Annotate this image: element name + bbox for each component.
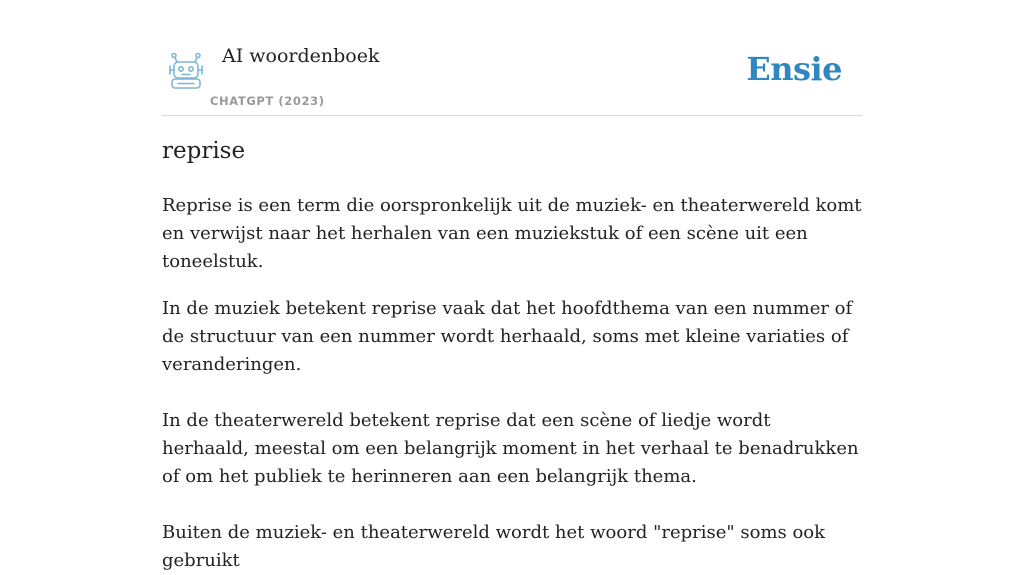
definition-paragraph: Buiten de muziek- en theaterwereld wordt het woord "reprise" soms ook gebruikt: [162, 522, 826, 571]
entry-definition: [162, 192, 862, 575]
brand-logo-link[interactable]: Ensie: [746, 50, 842, 88]
entry-term: reprise: [162, 138, 246, 164]
source-header: [162, 0, 862, 116]
definition-paragraph: In de theaterwereld betekent reprise dat een scène of liedje wordt herhaald, meestal om een belangrijk moment in het verhaal te benadrukken of om het publiek te herinneren aan een belangrijk thema.: [162, 410, 859, 487]
content-container: [162, 0, 862, 571]
definition-paragraph: In de muziek betekent reprise vaak dat het hoofdthema van een nummer of de structuur van een nummer wordt herhaald, soms met kleine variaties of veranderingen.: [162, 298, 853, 375]
robot-icon: [166, 52, 206, 90]
definition-paragraph: Reprise is een term die oorspronkelijk uit de muziek- en theaterwereld komt en verwijst naar het herhalen van een muziekstuk of een scène uit een toneelstuk.: [162, 195, 862, 272]
source-title[interactable]: AI woordenboek: [222, 45, 380, 67]
source-meta: CHATGPT (2023): [210, 94, 325, 108]
